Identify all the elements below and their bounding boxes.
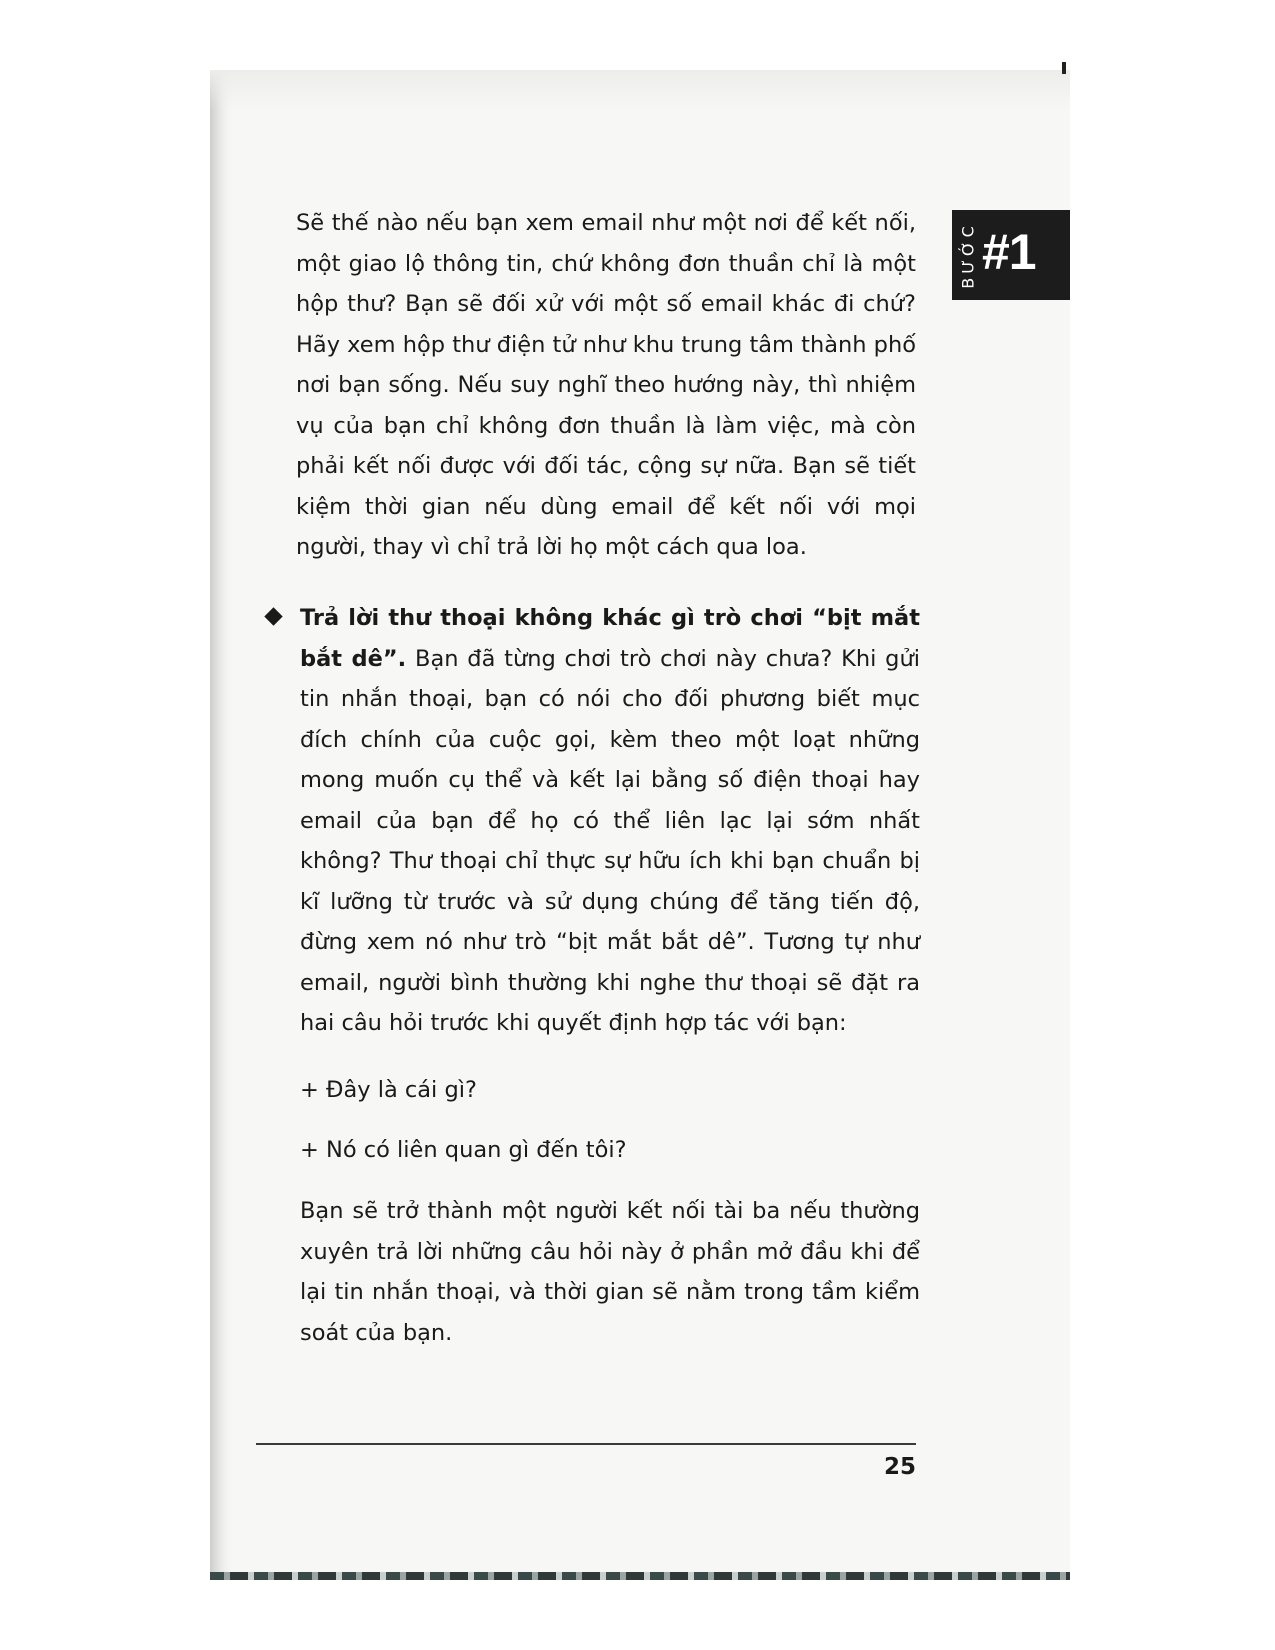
- intro-paragraph: Sẽ thế nào nếu bạn xem email như một nơi để kết nối, một giao lộ thông tin, chứ không đơn thuần chỉ là một hộp thư? Bạn sẽ đối xử với một số email khác đi chứ? Hãy xem hộp thư điện tử như khu trung tâm thành phố nơi bạn sống. Nếu suy nghĩ theo hướng này, thì nhiệm vụ của bạn chỉ không đơn thuần là làm việc, mà còn phải kết nối được với đối tác, cộng sự nữa. Bạn sẽ tiết kiệm thời gian nếu dùng email để kết nối với mọi người, thay vì chỉ trả lời họ một cách qua loa.: [296, 210, 916, 560]
- closing-paragraph: Bạn sẽ trở thành một người kết nối tài ba nếu thường xuyên trả lời những câu hỏi này ở phần mở đầu khi để lại tin nhắn thoại, và thời gian sẽ nằm trong tầm kiểm soát của bạn.: [300, 1198, 920, 1346]
- footer-divider: [256, 1443, 916, 1445]
- page-bottom-edge: [210, 1572, 1070, 1580]
- step-tab-label-wrap: [958, 214, 978, 296]
- page-corner-mark: [1062, 62, 1066, 74]
- bullet-body: Bạn đã từng chơi trò chơi này chưa? Khi gửi tin nhắn thoại, bạn có nói cho đối phương biết mục đích chính của cuộc gọi, kèm theo một loạt những mong muốn cụ thể và kết lại bằng số điện thoại hay email của bạn để họ có thể liên lạc lại sớm nhất không? Thư thoại chỉ thực sự hữu ích khi bạn chuẩn bị kĩ lưỡng từ trước và sử dụng chúng để tăng tiến độ, đừng xem nó như trò “bịt mắt bắt dê”. Tương tự như email, người bình thường khi nghe thư thoại sẽ đặt ra hai câu hỏi trước khi quyết định hợp tác với bạn:: [300, 645, 920, 1036]
- question-item: + Đây là cái gì?: [300, 1077, 477, 1103]
- page-top-shadow: [210, 70, 1070, 110]
- bullet-lead: Trả lời thư thoại không khác gì trò chơi “bịt mắt bắt dê”.: [300, 605, 920, 672]
- step-tab-label: BƯỚC: [958, 221, 978, 289]
- bullet-paragraph: [300, 598, 920, 1044]
- step-tab-number: #1: [982, 224, 1036, 280]
- page-number: 25: [883, 1454, 916, 1480]
- question-item: + Nó có liên quan gì đến tôi?: [300, 1137, 627, 1163]
